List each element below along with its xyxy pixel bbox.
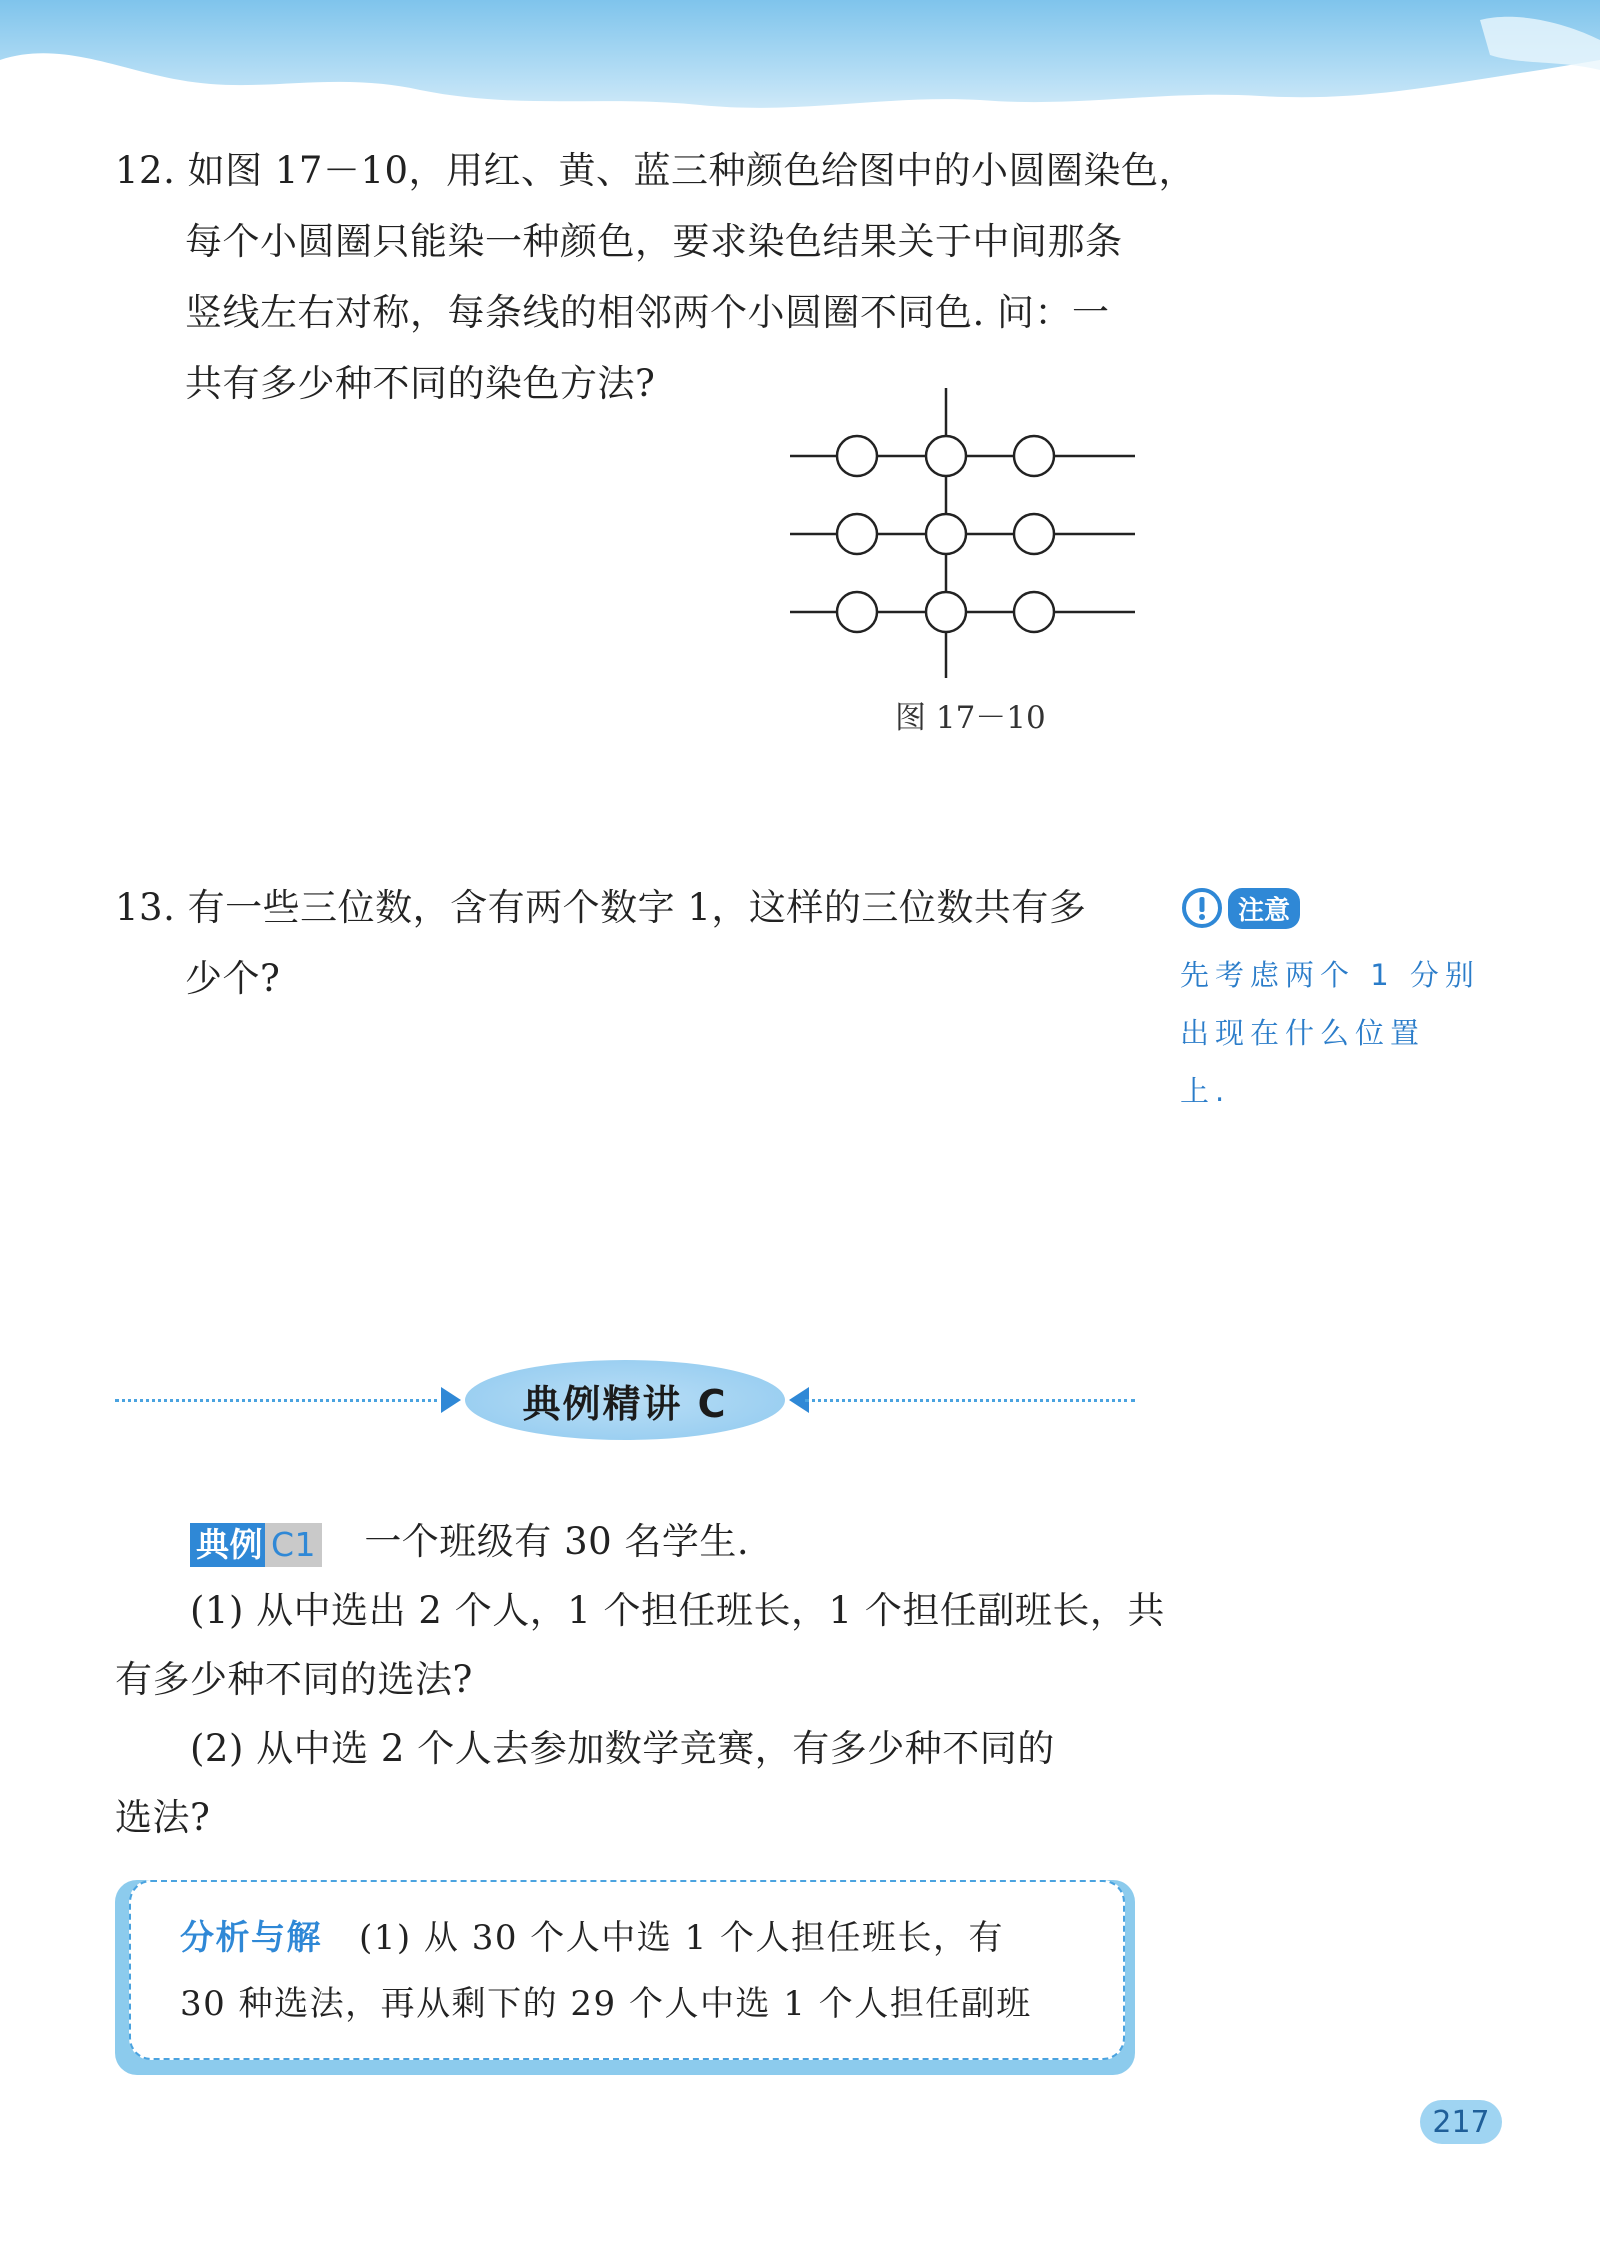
note-title: 注意 <box>1228 888 1300 929</box>
question-line: 每个小圆圈只能染一种颜色，要求染色结果关于中间那条 <box>185 220 1123 263</box>
example-tag-number: C1 <box>265 1523 322 1567</box>
dotted-rule <box>805 1399 1135 1402</box>
page-number: 217 <box>1420 2100 1502 2144</box>
example-part-1-cont: 有多少种不同的选法? <box>115 1658 473 1701</box>
question-line: 共有多少种不同的染色方法? <box>185 362 656 405</box>
question-12 <box>115 135 1196 419</box>
dotted-rule <box>115 1399 445 1402</box>
example-tag: 典例 <box>190 1523 269 1567</box>
note-badge <box>1180 886 1480 930</box>
figure-caption: 图 17－10 <box>895 700 1046 736</box>
section-divider <box>115 1360 1135 1440</box>
question-number: 12. <box>115 149 176 192</box>
question-13 <box>115 872 1086 1014</box>
example-part-2: (2) 从中选 2 个人去参加数学竞赛，有多少种不同的 <box>190 1727 1055 1770</box>
exclamation-icon <box>1180 886 1224 930</box>
arrow-right-icon <box>441 1387 461 1413</box>
section-title: 典例精讲 C <box>522 1381 728 1426</box>
question-line: 少个? <box>185 957 281 1000</box>
question-number: 13. <box>115 886 176 929</box>
analysis-label: 分析与解 <box>180 1918 322 1958</box>
question-line: 竖线左右对称，每条线的相邻两个小圆圈不同色. 问：一 <box>185 291 1110 334</box>
question-line: 有一些三位数，含有两个数字 1，这样的三位数共有多 <box>187 886 1087 929</box>
section-title-pill <box>465 1360 785 1440</box>
circle-grid-figure <box>780 388 1140 688</box>
example-c1 <box>115 1507 1165 1852</box>
example-part-1: (1) 从中选出 2 个人，1 个担任班长，1 个担任副班长，共 <box>190 1589 1165 1632</box>
note-text: 先考虑两个 1 分别 出现在什么位置 上. <box>1180 958 1480 1108</box>
example-intro: 一个班级有 30 名学生. <box>364 1520 750 1563</box>
note-sidebar <box>1180 886 1480 1120</box>
question-line: 如图 17－10，用红、黄、蓝三种颜色给图中的小圆圈染色， <box>187 149 1197 192</box>
analysis-text: 分析与解 (1) 从 30 个人中选 1 个人担任班长，有 30 种选法，再从剩下的 29 个人中选 1 个人担任副班 <box>180 1918 1032 2024</box>
example-part-2-cont: 选法? <box>115 1796 211 1839</box>
